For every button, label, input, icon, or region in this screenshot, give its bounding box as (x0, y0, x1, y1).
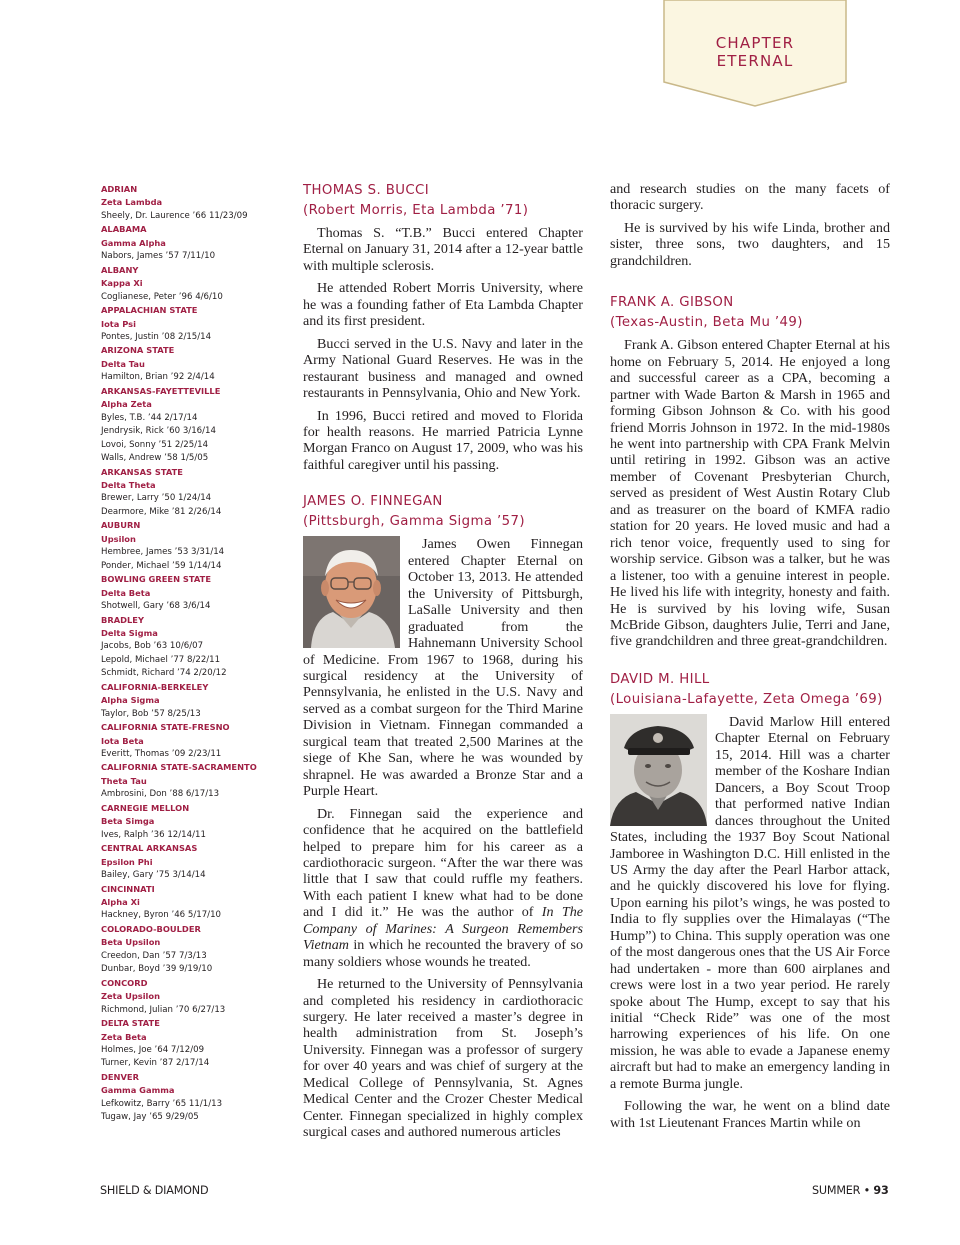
listing-school: ADRIAN (101, 184, 138, 194)
listing-school: BRADLEY (101, 614, 144, 625)
badge-line-1: CHAPTER (715, 34, 795, 52)
listing-chapter: Delta Beta (101, 587, 151, 598)
article-affiliation: (Pittsburgh, Gamma Sigma ’57) (303, 514, 525, 530)
article-paragraph: He returned to the University of Pennsylvania and completed his residency in cardiothoracic surgery. He later received a master’s degree in health administration from St. Joseph’s University. Finnegan was a professor of surgery for over 40 years and was chief of surgery at the Medical College of Pennsylvania, St. Agnes Medical Center and the Crozer Chester Medical Center. Finnegan specialized in highly complex surgical cases and authored numerous articles (303, 976, 583, 1141)
badge-line-2: ETERNAL (716, 52, 794, 70)
listing-chapter: Alpha Zeta (101, 399, 152, 410)
footer-season: SUMMER (812, 1184, 861, 1197)
listing-member: Turner, Kevin ’87 2/17/14 (101, 1058, 210, 1069)
listing-chapter: Zeta Upsilon (101, 991, 161, 1002)
listing-member: Everitt, Thomas ’09 2/23/11 (101, 749, 222, 760)
listing-chapter: Delta Theta (101, 479, 156, 490)
listing-member: Lefkowitz, Barry ’65 11/1/13 (101, 1098, 223, 1109)
listing-member: Creedon, Dan ’57 7/3/13 (101, 950, 207, 961)
listing-school: AUBURN (101, 520, 141, 531)
article-gibson (610, 293, 890, 650)
listing-chapter: Gamma Gamma (101, 1085, 175, 1096)
listing-entry (101, 1017, 286, 1071)
listing-member: Taylor, Bob ’57 8/25/13 (101, 708, 201, 719)
listing-member: Jacobs, Bob ’63 10/6/07 (101, 641, 204, 652)
listing-entry (101, 1071, 286, 1125)
listing-school: BOWLING GREEN STATE (101, 574, 212, 585)
listing-entry (101, 519, 286, 573)
footer-separator: • (863, 1184, 871, 1197)
article-paragraph: David Marlow Hill entered Chapter Eternal on February 15, 2014. Hill was a charter member of the Koshare Indian Dancers, a Boy Scout Troop that performed native Indian dances throughout the United States, including the 1937 Boy Scout National Jamboree in Washington D.C. Hill enlisted in the US Army the day after the Pearl Harbor attack, and he quickly discovered his love for flying. Upon earning his pilot’s wings, he was posted to India to fly supplies over the Himalayas (“The Hump”) to China. This supply operation was one of the most dangerous ones that the US Air Force had undertaken - more than 600 airplanes and crews were lost in a two year period. He rarely spoke about The Hump, except to say that his initial “Check Ride” was one of the most harrowing experiences of his life. On one mission, he was able to evade a Japanese enemy aircraft but had to make an emergency landing in a remote Burma jungle. (610, 713, 890, 1092)
listing-entry (101, 573, 286, 613)
listing-entry (101, 183, 286, 223)
listing-entry (101, 614, 286, 681)
listing-member: Walls, Andrew ’58 1/5/05 (101, 453, 209, 464)
article-affiliation: (Louisiana-Lafayette, Zeta Omega ’69) (610, 691, 883, 707)
listing-entry (101, 842, 286, 882)
article-name: FRANK A. GIBSON (610, 295, 734, 311)
listing-chapter: Delta Tau (101, 358, 145, 369)
listing-member: Hackney, Byron ’46 5/17/10 (101, 910, 222, 921)
article-paragraph: Frank A. Gibson entered Chapter Eternal at his home on February 5, 2014. He enjoyed a long and successful career as a CPA, becoming a partner with Wade Barton & Marsh in 1965 and forming Gibson Johnson & Co. with his good friend Morris Johnson in 1972. In the mid-1980s he went into partnership with CPA Frank Melvin until retiring in 1992. Gibson was an active member of Covenant Presbyterian Church, served as president of West Austin Rotary Club and as treasurer on the board of KMFA radio station for 20 years. He loved music and had a rich tenor voice, frequently used to sing for worship service. Gibson was a talker, but he was a listener, too with a genuine interest in people. He lived his life with integrity, honesty and faith. He is survived by his loving wife, Susan McBride Gibson, daughters Julie, Terri and Jane, five grandchildren and three great-grandchildren. (610, 337, 890, 650)
listing-member: Hamilton, Brian ’92 2/4/14 (101, 372, 215, 383)
listing-member: Ives, Ralph ’36 12/14/11 (101, 829, 206, 840)
listing-entry (101, 923, 286, 977)
listing-school: CENTRAL ARKANSAS (101, 843, 198, 854)
book-title: In The Company of Marines: A Surgeon Remembers Vietnam (303, 904, 583, 954)
article-finnegan (303, 492, 583, 1140)
listing-entry (101, 264, 286, 304)
listing-school: ALBANY (101, 264, 139, 275)
listing-entry (101, 721, 286, 761)
article-paragraph: He is survived by his wife Linda, brother and sister, three sons, two daughters, and 15 grandchildren. (610, 219, 890, 269)
listing-chapter: Upsilon (101, 533, 136, 544)
footer-page-number: 93 (873, 1184, 889, 1197)
article-paragraph: He attended Robert Morris University, where he was a founding father of Eta Lambda Chapter and its first president. (303, 280, 583, 330)
listing-school: ARIZONA STATE (101, 345, 175, 356)
listing-chapter: Theta Tau (101, 775, 147, 786)
listing-school: CARNEGIE MELLON (101, 802, 190, 813)
listing-entry (101, 223, 286, 263)
article-affiliation: (Robert Morris, Eta Lambda ’71) (303, 203, 529, 218)
listing-entry (101, 883, 286, 923)
article-paragraph: James Owen Finnegan entered Chapter Eternal on October 13, 2013. He attended the University of Pittsburgh, LaSalle University and then graduated from the Hahnemann University School of Medicine. From 1967 to 1968, during his surgical residency at the University of Pennsylvania, he enlisted in the U.S. Navy and served as a combat surgeon for the Third Marine Division in Vietnam. Finnegan commanded a surgical team that treated 2,500 Marines at the siege of Khe San, where he was wounded by shrapnel. He was awarded a Bronze Star and a Purple Heart. (303, 536, 583, 800)
listing-chapter: Alpha Sigma (101, 695, 160, 706)
listing-member: Jendrysik, Rick ’60 3/16/14 (101, 426, 216, 437)
article-name: THOMAS S. BUCCI (303, 183, 430, 198)
footer-magazine-title: SHIELD & DIAMOND (100, 1184, 209, 1197)
listing-school: COLORADO-BOULDER (101, 923, 201, 934)
article-column-right (610, 181, 890, 1137)
listing-member: Richmond, Julian ’70 6/27/13 (101, 1004, 226, 1015)
footer-page-info (812, 1184, 889, 1197)
listing-school: CALIFORNIA STATE-FRESNO (101, 722, 230, 733)
listing-school: CALIFORNIA-BERKELEY (101, 681, 209, 692)
article-bucci (303, 181, 583, 473)
hill-portrait-photo (610, 714, 707, 826)
listing-entry (101, 977, 286, 1017)
listing-chapter: Delta Sigma (101, 627, 158, 638)
listing-school: DENVER (101, 1071, 139, 1082)
listing-member: Bailey, Gary ’75 3/14/14 (101, 870, 206, 881)
article-paragraph: Thomas S. “T.B.” Bucci entered Chapter Eternal on January 31, 2014 after a 12-year battle with multiple sclerosis. (303, 225, 583, 274)
listing-chapter: Beta Simga (101, 816, 155, 827)
listing-school: CALIFORNIA STATE-SACRAMENTO (101, 762, 257, 773)
listing-entry (101, 385, 286, 466)
listing-school: CINCINNATI (101, 883, 155, 894)
listing-chapter: Gamma Alpha (101, 237, 166, 248)
listing-member: Dunbar, Boyd ’39 9/19/10 (101, 964, 213, 975)
listing-member: Holmes, Joe ’64 7/12/09 (101, 1045, 205, 1055)
listing-member: Dearmore, Mike ’81 2/26/14 (101, 506, 222, 517)
listing-chapter: Iota Beta (101, 735, 144, 746)
listing-entry (101, 761, 286, 801)
listing-member: Byles, T.B. ’44 2/17/14 (101, 412, 198, 423)
article-paragraph: and research studies on the many facets of thoracic surgery. (610, 181, 890, 214)
listing-member: Ponder, Michael ’59 1/14/14 (101, 560, 222, 571)
article-paragraph: Following the war, he went on a blind date with 1st Lieutenant Frances Martin while on (610, 1098, 890, 1131)
finnegan-portrait-photo (303, 536, 400, 648)
listing-member: Coglianese, Peter ’96 4/6/10 (101, 291, 223, 302)
chapter-eternal-listing (101, 183, 286, 1125)
listing-member: Lovoi, Sonny ’51 2/25/14 (101, 439, 209, 450)
listing-member: Lepold, Michael ’77 8/22/11 (101, 654, 221, 665)
listing-chapter: Alpha Xi (101, 897, 140, 908)
article-text: Dr. Finnegan said the experience and confidence that he acquired on the battlefield helped to prepare him for his career as a cardiothoracic surgeon. “After the war there was little that I saw that could ruffle my feathers. With each patient I knew what had to be done and I did it.” He was the author of (303, 805, 583, 921)
article-paragraph: In 1996, Bucci retired and moved to Florida for health reasons. He married Patricia Lynne Morgan Franco on August 17, 2009, who was his faithful caregiver until his passing. (303, 407, 583, 473)
listing-entry (101, 466, 286, 520)
article-name: DAVID M. HILL (610, 671, 710, 687)
listing-chapter: Zeta Beta (101, 1031, 147, 1042)
listing-school: APPALACHIAN STATE (101, 305, 198, 316)
listing-member: Sheely, Dr. Laurence ’66 11/23/09 (101, 210, 248, 221)
listing-chapter: Kappa Xi (101, 278, 143, 289)
badge-title (662, 34, 848, 70)
listing-entry (101, 681, 286, 721)
listing-entry (101, 304, 286, 344)
listing-school: ARKANSAS-FAYETTEVILLE (101, 385, 221, 396)
listing-member: Nabors, James ’57 7/11/10 (101, 251, 216, 262)
listing-school: ARKANSAS STATE (101, 466, 183, 477)
listing-school: DELTA STATE (101, 1018, 160, 1029)
article-column-left (303, 181, 583, 1147)
article-paragraph (303, 806, 583, 971)
listing-school: ALABAMA (101, 224, 147, 235)
listing-chapter: Iota Psi (101, 318, 136, 329)
listing-member: Ambrosini, Don ’88 6/17/13 (101, 789, 220, 800)
listing-chapter: Zeta Lambda (101, 197, 163, 208)
listing-school: CONCORD (101, 977, 148, 988)
listing-member: Brewer, Larry ’50 1/24/14 (101, 493, 212, 504)
listing-entry (101, 344, 286, 384)
listing-entry (101, 802, 286, 842)
listing-member: Schmidt, Richard ’74 2/20/12 (101, 668, 227, 679)
article-hill (610, 670, 890, 1131)
listing-member: Shotwell, Gary ’68 3/6/14 (101, 601, 211, 612)
listing-member: Hembree, James ’53 3/31/14 (101, 547, 225, 558)
listing-chapter: Epsilon Phi (101, 856, 153, 867)
listing-chapter: Beta Upsilon (101, 937, 161, 948)
listing-member: Pontes, Justin ’08 2/15/14 (101, 331, 212, 342)
article-name: JAMES O. FINNEGAN (303, 494, 443, 510)
article-affiliation: (Texas-Austin, Beta Mu ’49) (610, 315, 803, 331)
article-text: in which he recounted the bravery of so many soldiers whose wounds he treated. (303, 937, 584, 970)
chapter-eternal-badge (662, 0, 848, 108)
listing-member: Tugaw, Jay ’65 9/29/05 (101, 1112, 199, 1123)
article-paragraph: Bucci served in the U.S. Navy and later in the Army National Guard Reserves. He was in the restaurant business and managed and owned restaurants in Pennsylvania, Ohio and New York. (303, 335, 583, 402)
